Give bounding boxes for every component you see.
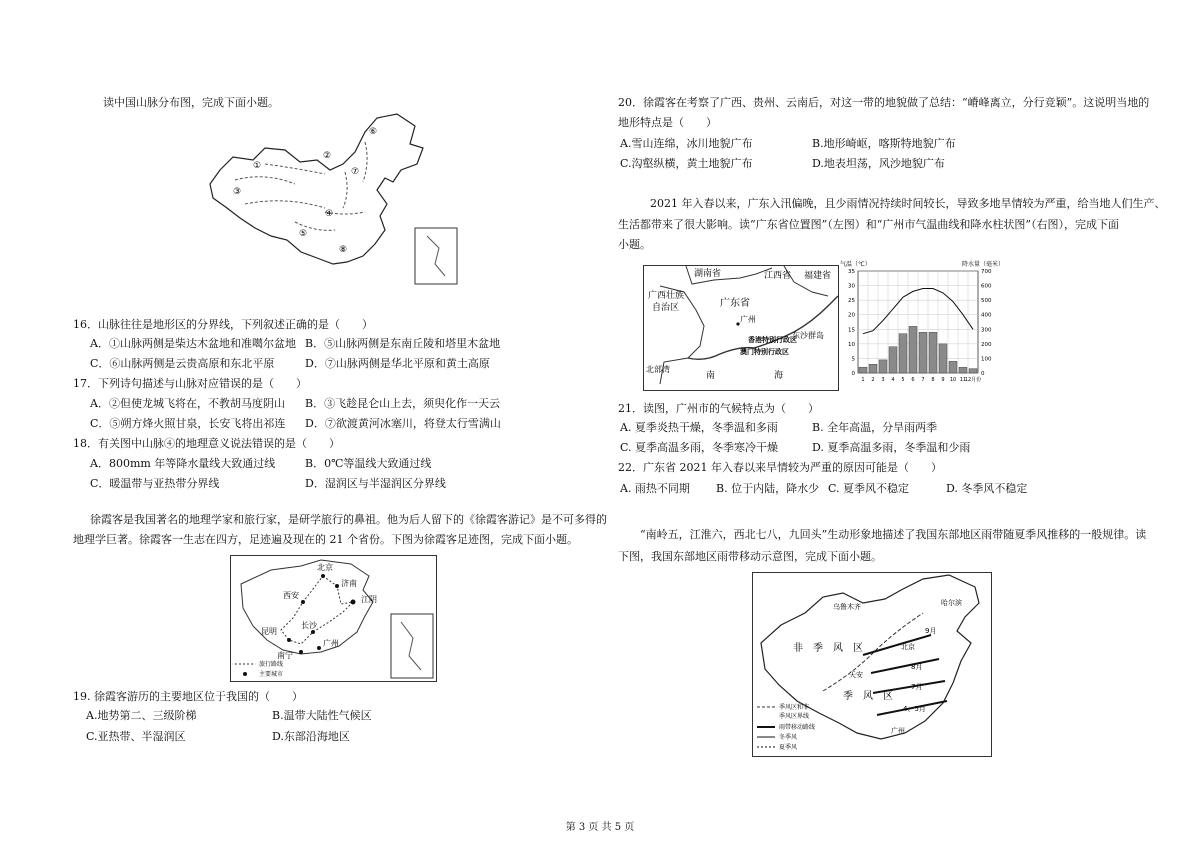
chart-ylabel-left: 气温（℃）	[840, 261, 871, 268]
q16-option-a[interactable]: A．①山脉两侧是柴达木盆地和准噶尔盆地	[90, 337, 296, 350]
q20-option-d[interactable]: D.地表坦荡，风沙地貌广布	[812, 157, 945, 170]
chart-xtick: 5	[901, 377, 905, 383]
q21-stem: 21．读图，广州市的气候特点为（ ）	[618, 402, 819, 415]
chart-precip-bar	[859, 367, 867, 373]
chart-ytick-right: 100	[981, 356, 992, 363]
map1-label-8: ⑧	[339, 245, 348, 255]
xuxiake-route-map	[230, 555, 437, 682]
rainbelt-movement-map	[752, 572, 992, 757]
chart-precip-bar	[939, 344, 947, 373]
q21-option-b[interactable]: B. 全年高温，分旱雨两季	[812, 421, 938, 434]
q18-option-c[interactable]: C．暖温带与亚热带分界线	[90, 477, 220, 490]
chart-ytick-right: 500	[981, 298, 992, 305]
map4-urumqi: 乌鲁木齐	[833, 603, 861, 611]
map2-city-guangzhou: 广州	[323, 639, 339, 648]
intro-mountains: 读中国山脉分布图，完成下面小题。	[103, 96, 279, 109]
q18-stem: 18．有关图中山脉④的地理意义说法错误的是（ ）	[73, 437, 340, 450]
q20-stem-1: 20．徐霞客在考察了广西、贵州、云南后，对这一带的地貌做了总结：“嵴峰离立，分行竞颖”。这说明当地的	[618, 96, 1150, 109]
map4-month-8: 8月	[911, 663, 923, 671]
q22-option-a[interactable]: A. 雨热不同期	[620, 482, 690, 495]
map3-macao: 澳门特别行政区	[740, 348, 789, 356]
q17-option-b[interactable]: B．③飞趁昆仑山上去，须臾化作一天云	[305, 397, 501, 410]
intro-rainbelt-2: 下图，我国东部地区雨带移动示意图，完成下面小题。	[618, 550, 882, 563]
map3-guangxi-1: 广西壮族	[648, 291, 685, 301]
map4-legend-summer-monsoon: 夏季风	[779, 744, 798, 751]
map3-guangdong: 广东省	[720, 298, 750, 309]
q19-option-c[interactable]: C.亚热带、半湿润区	[86, 730, 186, 743]
chart-precip-bar	[959, 367, 967, 373]
map4-guangzhou: 广州	[891, 727, 905, 735]
map1-label-4: ④	[325, 209, 334, 219]
q18-option-b[interactable]: B．0℃等温线大致通过线	[305, 457, 432, 470]
chart-precip-bar	[919, 332, 927, 373]
q21-option-d[interactable]: D. 夏季高温多雨，冬季温和少雨	[812, 441, 971, 454]
chart-xtick: 7	[921, 377, 925, 383]
q16-option-b[interactable]: B．⑤山脉两侧是东南丘陵和塔里木盆地	[305, 337, 501, 350]
map2-city-beijing: 北京	[317, 563, 333, 572]
chart-xtick: 11	[959, 377, 967, 383]
intro-guangdong-3: 小题。	[618, 238, 651, 251]
map4-beijing: 北京	[901, 643, 915, 651]
q21-option-a[interactable]: A. 夏季炎热干燥，冬季温和多雨	[620, 421, 778, 434]
q17-option-d[interactable]: D．⑦欲渡黄河冰塞川，将登太行雪满山	[305, 417, 501, 430]
map3-jiangxi: 江西省	[764, 271, 792, 281]
map4-non-monsoon-area: 非 季 风 区	[793, 643, 863, 654]
chart-ytick-left: 30	[848, 283, 855, 290]
chart-ytick-right: 0	[981, 371, 985, 377]
intro-guangdong-1: 2021 年入春以来，广东入汛偏晚，且少雨情况持续时间较长，导致多地旱情较为严重，给当地人们生产、	[650, 197, 1166, 210]
map2-city-xian: 西安	[283, 591, 299, 600]
intro-xuxiake-2: 地理学巨著。徐霞客一生志在四方，足迹遍及现在的 21 个省份。下图为徐霞客足迹图，完成下面小题。	[73, 533, 578, 546]
map3-hongkong: 香港特别行政区	[748, 336, 797, 344]
map1-label-7: ⑦	[351, 167, 360, 177]
map4-month-9: 9月	[925, 627, 937, 635]
q20-stem-2: 地形特点是（ ）	[618, 116, 717, 129]
map2-legend-route: 旅行路线	[259, 661, 284, 668]
chart-xtick: 9	[941, 377, 945, 383]
map1-label-2: ②	[323, 151, 332, 161]
chart-precip-bar	[879, 360, 887, 373]
map4-month-4-5: 4、5月	[903, 705, 926, 713]
chart-ytick-right: 300	[981, 327, 992, 334]
q22-option-b[interactable]: B. 位于内陆，降水少	[716, 482, 820, 495]
q19-option-a[interactable]: A.地势第二、三级阶梯	[86, 709, 197, 722]
chart-xtick: 3	[881, 377, 885, 383]
guangdong-location-map	[643, 265, 839, 391]
map2-city-nanning: 南宁	[277, 651, 293, 660]
chart-precip-bar	[909, 326, 917, 373]
map2-city-changsha: 长沙	[301, 621, 317, 630]
chart-xtick: 6	[911, 377, 915, 383]
chart-xtick: 1	[861, 377, 865, 383]
q22-option-c[interactable]: C. 夏季风不稳定	[828, 482, 910, 495]
map4-monsoon-area: 季 风 区	[843, 691, 893, 702]
chart-ylabel-right: 降水量（毫米）	[962, 261, 1000, 268]
map4-harbin: 哈尔滨	[941, 599, 962, 607]
map2-city-jiangyin: 江阴	[361, 595, 377, 604]
page-footer: 第 3 页 共 5 页	[565, 822, 635, 833]
map1-label-5: ⑤	[299, 229, 308, 239]
chart-ytick-left: 15	[848, 327, 855, 334]
intro-rainbelt-1: “南岭五，江淮六，西北七八，九回头”生动形象地描述了我国东部地区雨带随夏季风推移的一般规律。读	[640, 528, 1147, 541]
q17-option-a[interactable]: A．②但使龙城飞将在，不教胡马度阴山	[90, 397, 285, 410]
map3-guangzhou: 广州	[740, 315, 756, 324]
map2-legend-city: 主要城市	[259, 671, 284, 678]
map4-legend-boundary-2: 季风区界线	[779, 713, 810, 720]
q19-stem: 19. 徐霞客游历的主要地区位于我国的（ ）	[73, 690, 303, 703]
chart-precip-bar	[949, 361, 957, 373]
map3-guangxi-2: 自治区	[652, 303, 680, 313]
map4-month-7: 7月	[911, 683, 923, 691]
chart-ytick-left: 35	[848, 269, 855, 275]
map2-city-kunming: 昆明	[261, 627, 277, 636]
chart-precip-bar	[889, 347, 897, 373]
chart-ytick-right: 400	[981, 312, 992, 319]
q17-stem: 17．下列诗句描述与山脉对应错误的是（ ）	[73, 377, 307, 390]
q21-option-c[interactable]: C. 夏季高温多雨，冬季寒冷干燥	[620, 441, 779, 454]
chart-precip-bar	[899, 334, 907, 373]
chart-xtick: 10	[949, 377, 957, 383]
map4-legend-boundary-1: 季风区和非	[779, 704, 810, 711]
map3-nan: 南	[706, 371, 716, 381]
q16-option-c[interactable]: C．⑥山脉两侧是云贵高原和东北平原	[90, 357, 275, 370]
map1-label-3: ③	[233, 187, 242, 197]
map3-hunan: 湖南省	[694, 269, 722, 279]
china-mountain-map	[205, 112, 460, 287]
map3-hai: 海	[774, 371, 784, 381]
map4-tianan: 天安	[849, 671, 863, 679]
map2-city-jinan: 济南	[341, 579, 357, 588]
chart-precip-bar	[869, 364, 877, 373]
chart-precip-bar	[969, 369, 977, 373]
map3-dongsha: 东沙群岛	[792, 331, 824, 340]
q16-stem: 16．山脉往往是地形区的分界线，下列叙述正确的是（ ）	[73, 318, 373, 331]
map4-legend-rainbelt: 雨带移动路线	[779, 724, 816, 731]
q20-option-b[interactable]: B.地形崎岖，喀斯特地貌广布	[812, 137, 956, 150]
q20-option-a[interactable]: A.雪山连绵，冰川地貌广布	[620, 137, 753, 150]
q20-option-c[interactable]: C.沟壑纵横，黄土地貌广布	[620, 157, 753, 170]
chart-ytick-left: 20	[848, 312, 855, 319]
q19-option-d[interactable]: D.东部沿海地区	[272, 730, 350, 743]
chart-xtick: 2	[871, 377, 875, 383]
chart-xtick: 8	[931, 377, 935, 383]
q16-option-d[interactable]: D．⑦山脉两侧是华北平原和黄土高原	[305, 357, 490, 370]
chart-ytick-right: 600	[981, 283, 992, 290]
map1-label-6: ⑥	[369, 127, 378, 137]
q17-option-c[interactable]: C．⑤朔方烽火照甘泉，长安飞将出祁连	[90, 417, 286, 430]
chart-ytick-left: 5	[851, 356, 855, 363]
map1-label-1: ①	[253, 161, 262, 171]
chart-ytick-right: 700	[981, 269, 992, 275]
q19-option-b[interactable]: B.温带大陆性气候区	[272, 709, 372, 722]
map3-fujian: 福建省	[804, 271, 832, 281]
map4-legend-winter-monsoon: 冬季风	[779, 734, 798, 741]
chart-ytick-left: 10	[848, 341, 855, 348]
q18-option-a[interactable]: A．800mm 年等降水量线大致通过线	[90, 457, 276, 470]
chart-precip-bar	[929, 332, 937, 373]
guangzhou-climate-chart	[838, 257, 1000, 387]
chart-ytick-left: 25	[848, 298, 855, 305]
chart-ytick-left: 0	[851, 371, 855, 377]
q22-option-d[interactable]: D. 冬季风不稳定	[946, 482, 1028, 495]
q22-stem: 22．广东省 2021 年入春以来旱情较为严重的原因可能是（ ）	[618, 461, 942, 474]
q18-option-d[interactable]: D．湿润区与半湿润区分界线	[305, 477, 446, 490]
chart-ytick-right: 200	[981, 341, 992, 348]
intro-guangdong-2: 生活都带来了很大影响。读“广东省位置图”（左图）和“广州市气温曲线和降水柱状图”（右图），完成下面	[618, 218, 1119, 231]
chart-xtick: 4	[891, 377, 895, 383]
intro-xuxiake-1: 徐霞客是我国著名的地理学家和旅行家，是研学旅行的鼻祖。他为后人留下的《徐霞客游记》是不可多得的	[90, 513, 607, 526]
map3-beibu-gulf: 北部湾	[646, 365, 670, 374]
chart-xtick: 12月份	[964, 377, 982, 383]
